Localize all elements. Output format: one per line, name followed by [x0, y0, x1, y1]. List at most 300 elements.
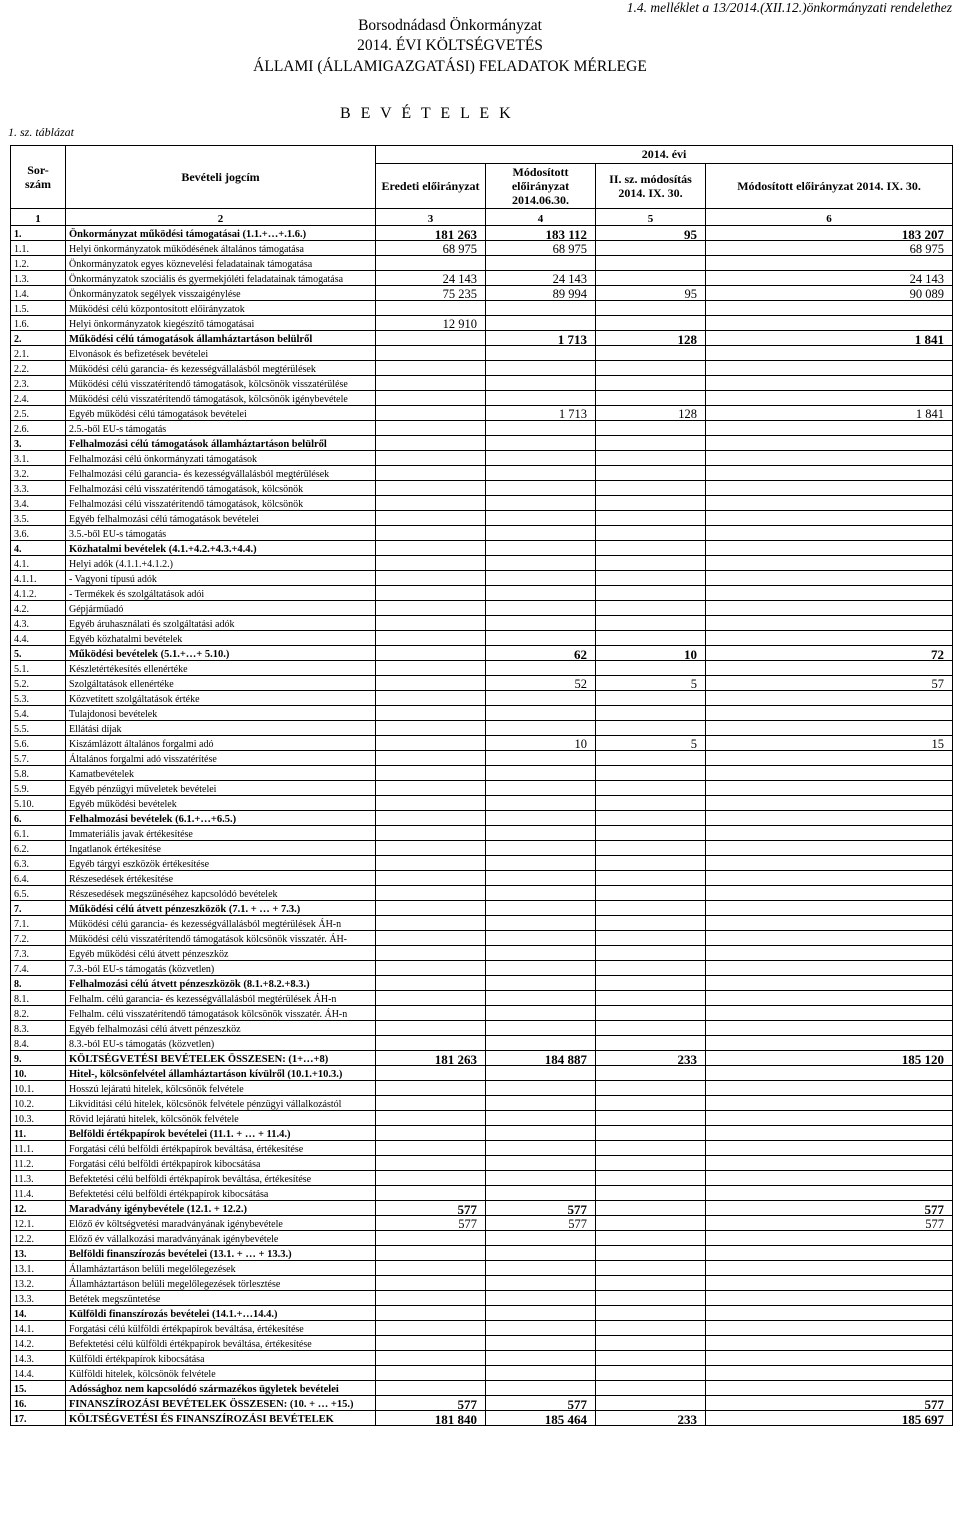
modositott2-value — [706, 826, 953, 841]
row-label: Felhalmozási célú önkormányzati támogatások — [66, 451, 376, 466]
row-label: Rövid lejáratú hitelek, kölcsönök felvétele — [66, 1111, 376, 1126]
eredeti-value — [376, 466, 486, 481]
modositott2-value — [706, 1261, 953, 1276]
eredeti-value — [376, 1261, 486, 1276]
modositott2-value — [706, 616, 953, 631]
modositott2-value: 577 — [706, 1201, 953, 1216]
modositas2-value — [596, 1351, 706, 1366]
row-number: 14.2. — [11, 1336, 66, 1351]
eredeti-value — [376, 1081, 486, 1096]
row-label: Egyéb működési bevételek — [66, 796, 376, 811]
row-number: 10.3. — [11, 1111, 66, 1126]
table-row — [11, 391, 953, 406]
row-number: 3.4. — [11, 496, 66, 511]
table-row — [11, 1246, 953, 1261]
table-row — [11, 571, 953, 586]
modositott1-value — [486, 541, 596, 556]
row-number: 11.1. — [11, 1141, 66, 1156]
row-number: 6.1. — [11, 826, 66, 841]
section-title: B E V É T E L E K — [340, 105, 514, 122]
eredeti-value — [376, 946, 486, 961]
modositas2-value — [596, 1006, 706, 1021]
row-label: Adóssághoz nem kapcsolódó származékos ügyletek bevételei — [66, 1381, 376, 1396]
table-row — [11, 1096, 953, 1111]
modositott1-value: 577 — [486, 1216, 596, 1231]
modositas2-value — [596, 1036, 706, 1051]
modositott1-value — [486, 451, 596, 466]
row-number: 4.1.2. — [11, 586, 66, 601]
row-number: 14.3. — [11, 1351, 66, 1366]
modositas2-value — [596, 451, 706, 466]
row-number: 1.3. — [11, 271, 66, 286]
eredeti-value — [376, 1126, 486, 1141]
modositas2-value — [596, 841, 706, 856]
modositas2-value — [596, 976, 706, 991]
modositott1-value — [486, 916, 596, 931]
table-row — [11, 646, 953, 661]
row-number: 7.1. — [11, 916, 66, 931]
table-row — [11, 751, 953, 766]
row-label: 2.5.-ből EU-s támogatás — [66, 421, 376, 436]
eredeti-value — [376, 1291, 486, 1306]
row-label: Felhalmozási célú támogatások államháztartáson belülről — [66, 436, 376, 451]
modositott1-value — [486, 466, 596, 481]
eredeti-value — [376, 916, 486, 931]
budget-title: 2014. ÉVI KÖLTSÉGVETÉS — [357, 37, 543, 54]
modositott2-value — [706, 346, 953, 361]
table-row — [11, 1411, 953, 1426]
row-number: 7.3. — [11, 946, 66, 961]
modositott2-value — [706, 1276, 953, 1291]
row-label: Helyi önkormányzatok működésének általános támogatása — [66, 241, 376, 256]
table-row — [11, 1261, 953, 1276]
row-label: Helyi adók (4.1.1.+4.1.2.) — [66, 556, 376, 571]
row-number: 9. — [11, 1051, 66, 1066]
modositott1-value — [486, 766, 596, 781]
modositott2-value — [706, 1021, 953, 1036]
modositott2-value — [706, 931, 953, 946]
row-label: Önkormányzatok segélyek visszaigénylése — [66, 286, 376, 301]
modositas2-value — [596, 661, 706, 676]
row-number: 4.1.1. — [11, 571, 66, 586]
eredeti-value — [376, 541, 486, 556]
modositott1-value — [486, 1186, 596, 1201]
modositas2-value — [596, 1096, 706, 1111]
modositas2-value — [596, 241, 706, 256]
table-row — [11, 1381, 953, 1396]
modositott1-value — [486, 991, 596, 1006]
modositott1-value — [486, 1081, 596, 1096]
eredeti-value — [376, 1306, 486, 1321]
row-label: Részesedések értékesítése — [66, 871, 376, 886]
header-jogcim: Bevételi jogcím — [66, 146, 376, 209]
modositott2-value — [706, 976, 953, 991]
row-label: Belföldi értékpapírok bevételei (11.1. + … + 11.4.) — [66, 1126, 376, 1141]
modositott2-value — [706, 946, 953, 961]
modositas2-value — [596, 751, 706, 766]
modositott1-value: 577 — [486, 1201, 596, 1216]
modositott2-value — [706, 436, 953, 451]
row-number: 10. — [11, 1066, 66, 1081]
modositott2-value: 15 — [706, 736, 953, 751]
eredeti-value — [376, 871, 486, 886]
row-number: 5.10. — [11, 796, 66, 811]
modositott1-value — [486, 526, 596, 541]
modositas2-value — [596, 1291, 706, 1306]
row-number: 6.4. — [11, 871, 66, 886]
modositas2-value — [596, 961, 706, 976]
row-number: 14. — [11, 1306, 66, 1321]
modositas2-value — [596, 1201, 706, 1216]
table-row — [11, 781, 953, 796]
row-number: 4.1. — [11, 556, 66, 571]
row-number: 10.2. — [11, 1096, 66, 1111]
modositott2-value — [706, 1096, 953, 1111]
modositott1-value — [486, 976, 596, 991]
row-label: Gépjárműadó — [66, 601, 376, 616]
row-label: Forgatási célú belföldi értékpapírok beváltása, értékesítése — [66, 1141, 376, 1156]
modositas2-value — [596, 586, 706, 601]
row-number: 4.4. — [11, 631, 66, 646]
modositott2-value: 90 089 — [706, 286, 953, 301]
modositott1-value — [486, 301, 596, 316]
modositott2-value — [706, 601, 953, 616]
header-modositas2: II. sz. módosítás 2014. IX. 30. — [596, 163, 706, 208]
modositott2-value — [706, 781, 953, 796]
table-row — [11, 346, 953, 361]
table-row — [11, 841, 953, 856]
modositott1-value — [486, 1066, 596, 1081]
modositott1-value — [486, 1351, 596, 1366]
modositott1-value — [486, 1291, 596, 1306]
modositas2-value — [596, 901, 706, 916]
modositott1-value — [486, 1306, 596, 1321]
row-label: Egyéb felhalmozási célú támogatások bevételei — [66, 511, 376, 526]
eredeti-value — [376, 406, 486, 421]
modositas2-value — [596, 1216, 706, 1231]
modositott1-value: 89 994 — [486, 286, 596, 301]
modositott1-value: 577 — [486, 1396, 596, 1411]
modositas2-value — [596, 571, 706, 586]
modositott1-value — [486, 721, 596, 736]
row-label: Egyéb működési célú támogatások bevételei — [66, 406, 376, 421]
row-number: 2.6. — [11, 421, 66, 436]
eredeti-value — [376, 691, 486, 706]
modositott1-value: 185 464 — [486, 1411, 596, 1426]
row-number: 13.2. — [11, 1276, 66, 1291]
row-label: Immateriális javak értékesítése — [66, 826, 376, 841]
row-number: 2.2. — [11, 361, 66, 376]
table-row — [11, 961, 953, 976]
modositott2-value: 1 841 — [706, 406, 953, 421]
table-row — [11, 796, 953, 811]
eredeti-value: 75 235 — [376, 286, 486, 301]
eredeti-value — [376, 1246, 486, 1261]
table-row — [11, 856, 953, 871]
row-label: Egyéb felhalmozási célú átvett pénzeszköz — [66, 1021, 376, 1036]
table-row — [11, 376, 953, 391]
modositott2-value — [706, 1036, 953, 1051]
modositott1-value — [486, 1366, 596, 1381]
row-number: 5.2. — [11, 676, 66, 691]
row-number: 13.1. — [11, 1261, 66, 1276]
modositott1-value — [486, 1246, 596, 1261]
modositas2-value: 5 — [596, 676, 706, 691]
modositott1-value — [486, 571, 596, 586]
eredeti-value — [376, 676, 486, 691]
modositott1-value — [486, 961, 596, 976]
eredeti-value — [376, 901, 486, 916]
eredeti-value — [376, 346, 486, 361]
eredeti-value — [376, 391, 486, 406]
eredeti-value — [376, 1321, 486, 1336]
eredeti-value — [376, 826, 486, 841]
col-number: 3 — [376, 209, 486, 226]
table-row — [11, 466, 953, 481]
eredeti-value: 181 263 — [376, 1051, 486, 1066]
row-label: KÖLTSÉGVETÉSI ÉS FINANSZÍROZÁSI BEVÉTELEK — [66, 1411, 376, 1426]
modositott2-value: 24 143 — [706, 271, 953, 286]
modositott2-value — [706, 1321, 953, 1336]
eredeti-value — [376, 511, 486, 526]
row-number: 5.8. — [11, 766, 66, 781]
table-row — [11, 901, 953, 916]
modositas2-value — [596, 436, 706, 451]
row-label: 7.3.-ból EU-s támogatás (közvetlen) — [66, 961, 376, 976]
table-row — [11, 1306, 953, 1321]
modositott1-value — [486, 421, 596, 436]
row-number: 15. — [11, 1381, 66, 1396]
modositott1-value — [486, 436, 596, 451]
table-row — [11, 316, 953, 331]
modositas2-value — [596, 631, 706, 646]
row-number: 6.2. — [11, 841, 66, 856]
row-label: Betétek megszüntetése — [66, 1291, 376, 1306]
row-label: KÖLTSÉGVETÉSI BEVÉTELEK ÖSSZESEN: (1+…+8) — [66, 1051, 376, 1066]
row-label: Előző év költségvetési maradványának igénybevétele — [66, 1216, 376, 1231]
eredeti-value — [376, 376, 486, 391]
row-label: Felhalmozási bevételek (6.1.+…+6.5.) — [66, 811, 376, 826]
modositott2-value — [706, 1126, 953, 1141]
row-number: 1.4. — [11, 286, 66, 301]
modositas2-value — [596, 916, 706, 931]
municipality-title: Borsodnádasd Önkormányzat — [358, 17, 542, 34]
eredeti-value — [376, 796, 486, 811]
modositott1-value — [486, 781, 596, 796]
eredeti-value — [376, 781, 486, 796]
table-row — [11, 946, 953, 961]
modositott1-value: 1 713 — [486, 331, 596, 346]
modositott2-value — [706, 421, 953, 436]
row-number: 17. — [11, 1411, 66, 1426]
modositas2-value — [596, 1066, 706, 1081]
modositas2-value — [596, 376, 706, 391]
modositas2-value: 233 — [596, 1051, 706, 1066]
table-row — [11, 736, 953, 751]
modositott2-value — [706, 1171, 953, 1186]
modositott1-value — [486, 496, 596, 511]
table-row — [11, 616, 953, 631]
modositott1-value — [486, 1021, 596, 1036]
table-row — [11, 1006, 953, 1021]
table-row — [11, 1081, 953, 1096]
modositas2-value — [596, 1396, 706, 1411]
modositas2-value — [596, 871, 706, 886]
row-label: Működési célú garancia- és kezességvállalásból megtérülések — [66, 361, 376, 376]
modositott1-value — [486, 1126, 596, 1141]
table-row — [11, 421, 953, 436]
row-label: Szolgáltatások ellenértéke — [66, 676, 376, 691]
modositott2-value — [706, 1381, 953, 1396]
row-label: Felhalmozási célú visszatérítendő támogatások, kölcsönök — [66, 496, 376, 511]
modositott2-value — [706, 721, 953, 736]
table-row — [11, 931, 953, 946]
eredeti-value — [376, 586, 486, 601]
modositott1-value — [486, 1096, 596, 1111]
row-number: 2.1. — [11, 346, 66, 361]
modositott1-value — [486, 1231, 596, 1246]
modositott2-value: 68 975 — [706, 241, 953, 256]
modositott2-value — [706, 1306, 953, 1321]
modositas2-value — [596, 556, 706, 571]
row-number: 4.3. — [11, 616, 66, 631]
row-label: Egyéb áruhasználati és szolgáltatási adók — [66, 616, 376, 631]
table-row — [11, 1201, 953, 1216]
row-label: Közhatalmi bevételek (4.1.+4.2.+4.3.+4.4.) — [66, 541, 376, 556]
header-modositott2: Módosított előirányzat 2014. IX. 30. — [706, 163, 953, 208]
modositott2-value — [706, 961, 953, 976]
eredeti-value — [376, 1171, 486, 1186]
modositas2-value — [596, 601, 706, 616]
modositott2-value — [706, 301, 953, 316]
row-label: Likviditási célú hitelek, kölcsönök felvétele pénzügyi vállalkozástól — [66, 1096, 376, 1111]
modositott1-value — [486, 886, 596, 901]
row-number: 12. — [11, 1201, 66, 1216]
row-number: 7.2. — [11, 931, 66, 946]
modositott1-value — [486, 1156, 596, 1171]
row-label: - Vagyoni típusú adók — [66, 571, 376, 586]
row-number: 11.4. — [11, 1186, 66, 1201]
eredeti-value: 577 — [376, 1201, 486, 1216]
eredeti-value — [376, 601, 486, 616]
col-number: 4 — [486, 209, 596, 226]
modositott2-value — [706, 481, 953, 496]
table-row — [11, 661, 953, 676]
modositott1-value: 1 713 — [486, 406, 596, 421]
row-label: Tulajdonosi bevételek — [66, 706, 376, 721]
row-number: 3.5. — [11, 511, 66, 526]
modositott1-value — [486, 1381, 596, 1396]
row-number: 5.1. — [11, 661, 66, 676]
modositas2-value — [596, 616, 706, 631]
modositott1-value — [486, 1036, 596, 1051]
eredeti-value — [376, 1111, 486, 1126]
modositott2-value — [706, 1066, 953, 1081]
table-row — [11, 1186, 953, 1201]
modositott1-value — [486, 256, 596, 271]
modositott1-value: 184 887 — [486, 1051, 596, 1066]
table-row — [11, 1156, 953, 1171]
modositas2-value — [596, 1021, 706, 1036]
table-row — [11, 361, 953, 376]
table-row — [11, 1021, 953, 1036]
modositott1-value — [486, 556, 596, 571]
modositott2-value — [706, 391, 953, 406]
table-row — [11, 826, 953, 841]
row-number: 1.6. — [11, 316, 66, 331]
row-number: 4. — [11, 541, 66, 556]
eredeti-value — [376, 766, 486, 781]
modositas2-value — [596, 256, 706, 271]
table-row — [11, 976, 953, 991]
row-number: 5.5. — [11, 721, 66, 736]
eredeti-value — [376, 751, 486, 766]
modositas2-value — [596, 1246, 706, 1261]
modositas2-value — [596, 856, 706, 871]
modositott2-value — [706, 856, 953, 871]
eredeti-value — [376, 526, 486, 541]
table-row — [11, 1351, 953, 1366]
modositas2-value — [596, 991, 706, 1006]
eredeti-value — [376, 706, 486, 721]
row-number: 7. — [11, 901, 66, 916]
eredeti-value: 12 910 — [376, 316, 486, 331]
row-label: Államháztartáson belüli megelőlegezések — [66, 1261, 376, 1276]
row-number: 5.6. — [11, 736, 66, 751]
modositott2-value — [706, 1111, 953, 1126]
modositott1-value — [486, 391, 596, 406]
eredeti-value — [376, 1006, 486, 1021]
row-number: 3.1. — [11, 451, 66, 466]
table-row — [11, 1276, 953, 1291]
modositas2-value — [596, 781, 706, 796]
row-label: Külföldi hitelek, kölcsönök felvétele — [66, 1366, 376, 1381]
eredeti-value — [376, 1231, 486, 1246]
eredeti-value — [376, 811, 486, 826]
eredeti-value — [376, 1381, 486, 1396]
row-number: 3.6. — [11, 526, 66, 541]
modositott2-value — [706, 811, 953, 826]
row-label: Működési célú visszatérítendő támogatások, kölcsönök igénybevétele — [66, 391, 376, 406]
modositott2-value: 72 — [706, 646, 953, 661]
table-row — [11, 916, 953, 931]
modositott2-value — [706, 841, 953, 856]
modositott2-value — [706, 1081, 953, 1096]
modositas2-value — [596, 391, 706, 406]
row-number: 3.3. — [11, 481, 66, 496]
modositas2-value — [596, 1171, 706, 1186]
row-label: Önkormányzat működési támogatásai (1.1.+…+.1.6.) — [66, 226, 376, 241]
modositas2-value — [596, 1186, 706, 1201]
modositott2-value — [706, 1366, 953, 1381]
row-number: 8.2. — [11, 1006, 66, 1021]
table-row — [11, 1066, 953, 1081]
table-row — [11, 886, 953, 901]
row-number: 3.2. — [11, 466, 66, 481]
modositott2-value — [706, 316, 953, 331]
modositott2-value — [706, 691, 953, 706]
modositott2-value — [706, 511, 953, 526]
table-row — [11, 1036, 953, 1051]
row-number: 6.5. — [11, 886, 66, 901]
modositas2-value — [596, 526, 706, 541]
table-row — [11, 706, 953, 721]
eredeti-value — [376, 481, 486, 496]
modositott2-value — [706, 886, 953, 901]
eredeti-value — [376, 856, 486, 871]
table-row — [11, 556, 953, 571]
modositott2-value — [706, 586, 953, 601]
